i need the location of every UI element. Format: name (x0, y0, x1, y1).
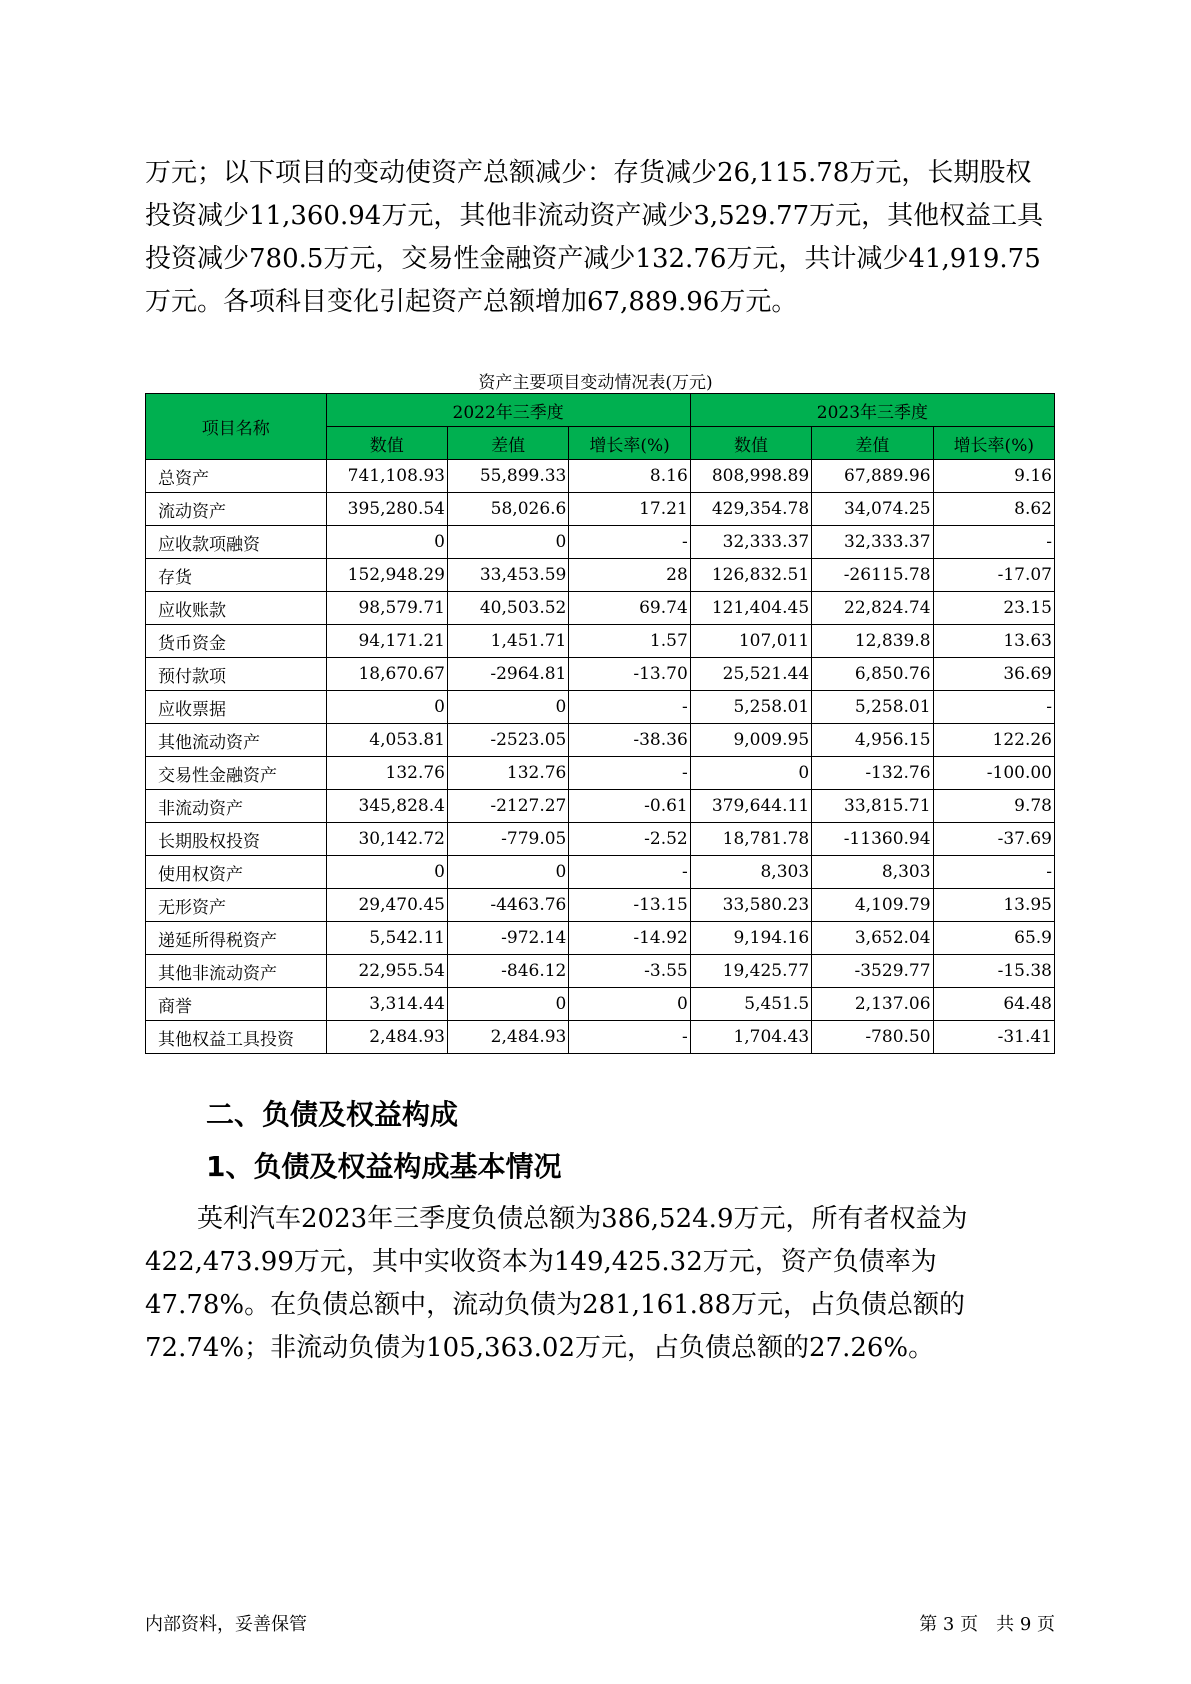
cell-r23: -100.00 (933, 757, 1054, 790)
cell-v23: 18,781.78 (690, 823, 811, 856)
row-item-name: 存货 (146, 559, 327, 592)
cell-d23: 32,333.37 (812, 526, 933, 559)
cell-d22: 132.76 (447, 757, 568, 790)
cell-v23: 429,354.78 (690, 493, 811, 526)
cell-d22: -846.12 (447, 955, 568, 988)
header-period-2022: 2022年三季度 (326, 394, 690, 427)
cell-r23: -17.07 (933, 559, 1054, 592)
table-row (146, 460, 1055, 493)
cell-r23: - (933, 856, 1054, 889)
cell-r23: 122.26 (933, 724, 1054, 757)
cell-d23: 22,824.74 (812, 592, 933, 625)
header-rate-2022: 增长率(%) (569, 427, 690, 460)
cell-d22: 40,503.52 (447, 592, 568, 625)
cell-r22: - (569, 526, 690, 559)
cell-r22: -2.52 (569, 823, 690, 856)
row-item-name: 应收账款 (146, 592, 327, 625)
table-row (146, 658, 1055, 691)
cell-d23: 4,109.79 (812, 889, 933, 922)
cell-d22: 1,451.71 (447, 625, 568, 658)
cell-r23: - (933, 691, 1054, 724)
row-item-name: 商誉 (146, 988, 327, 1021)
cell-v23: 808,998.89 (690, 460, 811, 493)
row-item-name: 其他权益工具投资 (146, 1021, 327, 1054)
cell-r22: -14.92 (569, 922, 690, 955)
cell-r22: 28 (569, 559, 690, 592)
cell-r23: -31.41 (933, 1021, 1054, 1054)
cell-v23: 379,644.11 (690, 790, 811, 823)
cell-r23: 8.62 (933, 493, 1054, 526)
cell-v23: 5,258.01 (690, 691, 811, 724)
table-row (146, 691, 1055, 724)
cell-r23: -37.69 (933, 823, 1054, 856)
cell-r23: 13.63 (933, 625, 1054, 658)
header-value-2022: 数值 (326, 427, 447, 460)
cell-r22: -13.15 (569, 889, 690, 922)
cell-r22: -3.55 (569, 955, 690, 988)
table-row (146, 625, 1055, 658)
cell-v23: 126,832.51 (690, 559, 811, 592)
cell-d22: -2523.05 (447, 724, 568, 757)
row-item-name: 应收款项融资 (146, 526, 327, 559)
cell-d23: 3,652.04 (812, 922, 933, 955)
row-item-name: 长期股权投资 (146, 823, 327, 856)
cell-d23: 5,258.01 (812, 691, 933, 724)
cell-d22: 0 (447, 988, 568, 1021)
cell-r23: 9.16 (933, 460, 1054, 493)
cell-r23: 23.15 (933, 592, 1054, 625)
cell-v22: 152,948.29 (326, 559, 447, 592)
cell-r23: -15.38 (933, 955, 1054, 988)
table-row (146, 1021, 1055, 1054)
cell-r22: -13.70 (569, 658, 690, 691)
cell-d22: -2127.27 (447, 790, 568, 823)
header-rate-2023: 增长率(%) (933, 427, 1054, 460)
cell-v22: 132.76 (326, 757, 447, 790)
header-value-2023: 数值 (690, 427, 811, 460)
row-item-name: 非流动资产 (146, 790, 327, 823)
cell-v22: 4,053.81 (326, 724, 447, 757)
header-item-name: 项目名称 (146, 394, 327, 460)
cell-d22: 58,026.6 (447, 493, 568, 526)
cell-d23: 6,850.76 (812, 658, 933, 691)
cell-d23: -11360.94 (812, 823, 933, 856)
cell-d23: 67,889.96 (812, 460, 933, 493)
cell-v23: 1,704.43 (690, 1021, 811, 1054)
cell-d22: -4463.76 (447, 889, 568, 922)
table-row (146, 955, 1055, 988)
cell-v23: 121,404.45 (690, 592, 811, 625)
cell-v22: 741,108.93 (326, 460, 447, 493)
row-item-name: 流动资产 (146, 493, 327, 526)
footer-page-number: 第 3 页 共 9 页 (919, 1614, 1055, 1635)
cell-v22: 395,280.54 (326, 493, 447, 526)
table-row (146, 823, 1055, 856)
row-item-name: 无形资产 (146, 889, 327, 922)
cell-d22: 0 (447, 691, 568, 724)
cell-d22: -2964.81 (447, 658, 568, 691)
row-item-name: 使用权资产 (146, 856, 327, 889)
table-row (146, 592, 1055, 625)
cell-r22: - (569, 691, 690, 724)
cell-v22: 3,314.44 (326, 988, 447, 1021)
cell-v22: 30,142.72 (326, 823, 447, 856)
table-row (146, 559, 1055, 592)
table-row (146, 790, 1055, 823)
cell-v22: 18,670.67 (326, 658, 447, 691)
cell-d23: 33,815.71 (812, 790, 933, 823)
table-row (146, 988, 1055, 1021)
cell-d23: -132.76 (812, 757, 933, 790)
cell-d23: -26115.78 (812, 559, 933, 592)
cell-v23: 9,009.95 (690, 724, 811, 757)
cell-v22: 98,579.71 (326, 592, 447, 625)
header-diff-2022: 差值 (447, 427, 568, 460)
cell-v22: 5,542.11 (326, 922, 447, 955)
cell-r23: 36.69 (933, 658, 1054, 691)
cell-v22: 345,828.4 (326, 790, 447, 823)
cell-v23: 5,451.5 (690, 988, 811, 1021)
table-row (146, 922, 1055, 955)
body-paragraph: 英利汽车2023年三季度负债总额为386,524.9万元，所有者权益为422,473.99万元，其中实收资本为149,425.32万元，资产负债率为47.78%。在负债总额中，流动负债为281,161.88万元，占负债总额的72.74%；非流动负债为105,363.02万元，占负债总额的27.26%。 (145, 1204, 968, 1363)
cell-r22: 17.21 (569, 493, 690, 526)
cell-v23: 33,580.23 (690, 889, 811, 922)
cell-d22: 2,484.93 (447, 1021, 568, 1054)
row-item-name: 交易性金融资产 (146, 757, 327, 790)
cell-r22: -38.36 (569, 724, 690, 757)
cell-v23: 25,521.44 (690, 658, 811, 691)
row-item-name: 其他流动资产 (146, 724, 327, 757)
subsection-heading: 1、负债及权益构成基本情况 (206, 1150, 562, 1183)
row-item-name: 预付款项 (146, 658, 327, 691)
cell-d23: -780.50 (812, 1021, 933, 1054)
cell-d23: 12,839.8 (812, 625, 933, 658)
cell-d23: -3529.77 (812, 955, 933, 988)
row-item-name: 应收票据 (146, 691, 327, 724)
row-item-name: 货币资金 (146, 625, 327, 658)
table-row (146, 757, 1055, 790)
cell-v22: 94,171.21 (326, 625, 447, 658)
cell-r23: 13.95 (933, 889, 1054, 922)
cell-v22: 0 (326, 856, 447, 889)
header-period-2023: 2023年三季度 (690, 394, 1054, 427)
cell-r22: 8.16 (569, 460, 690, 493)
cell-r23: 65.9 (933, 922, 1054, 955)
cell-d23: 34,074.25 (812, 493, 933, 526)
cell-r22: 1.57 (569, 625, 690, 658)
table-row (146, 493, 1055, 526)
cell-d22: 33,453.59 (447, 559, 568, 592)
table-row (146, 889, 1055, 922)
asset-change-table (145, 393, 1055, 1054)
table-row (146, 526, 1055, 559)
cell-d23: 8,303 (812, 856, 933, 889)
cell-d22: -779.05 (447, 823, 568, 856)
cell-v22: 29,470.45 (326, 889, 447, 922)
cell-v23: 32,333.37 (690, 526, 811, 559)
cell-v22: 22,955.54 (326, 955, 447, 988)
cell-r23: 9.78 (933, 790, 1054, 823)
cell-d23: 2,137.06 (812, 988, 933, 1021)
table-row (146, 724, 1055, 757)
row-item-name: 总资产 (146, 460, 327, 493)
footer-confidential-note: 内部资料，妥善保管 (145, 1614, 307, 1635)
cell-v23: 8,303 (690, 856, 811, 889)
cell-r23: 64.48 (933, 988, 1054, 1021)
cell-v22: 0 (326, 691, 447, 724)
cell-r22: - (569, 757, 690, 790)
cell-v23: 9,194.16 (690, 922, 811, 955)
cell-r22: 0 (569, 988, 690, 1021)
cell-r22: - (569, 1021, 690, 1054)
header-diff-2023: 差值 (812, 427, 933, 460)
cell-v22: 2,484.93 (326, 1021, 447, 1054)
cell-r22: 69.74 (569, 592, 690, 625)
table-body (146, 460, 1055, 1054)
cell-d22: 0 (447, 856, 568, 889)
cell-r23: - (933, 526, 1054, 559)
cell-v22: 0 (326, 526, 447, 559)
intro-paragraph: 万元；以下项目的变动使资产总额减少：存货减少26,115.78万元，长期股权投资减少11,360.94万元，其他非流动资产减少3,529.77万元，其他权益工具投资减少780.5万元，交易性金融资产减少132.76万元，共计减少41,919.75万元。各项科目变化引起资产总额增加67,889.96万元。 (145, 158, 1044, 317)
cell-d22: 55,899.33 (447, 460, 568, 493)
cell-v23: 0 (690, 757, 811, 790)
cell-d22: 0 (447, 526, 568, 559)
row-item-name: 其他非流动资产 (146, 955, 327, 988)
cell-d22: -972.14 (447, 922, 568, 955)
cell-v23: 19,425.77 (690, 955, 811, 988)
cell-v23: 107,011 (690, 625, 811, 658)
cell-d23: 4,956.15 (812, 724, 933, 757)
table-caption: 资产主要项目变动情况表(万元) (478, 373, 713, 393)
row-item-name: 递延所得税资产 (146, 922, 327, 955)
cell-r22: -0.61 (569, 790, 690, 823)
section-heading: 二、负债及权益构成 (206, 1098, 459, 1131)
cell-r22: - (569, 856, 690, 889)
table-row (146, 856, 1055, 889)
